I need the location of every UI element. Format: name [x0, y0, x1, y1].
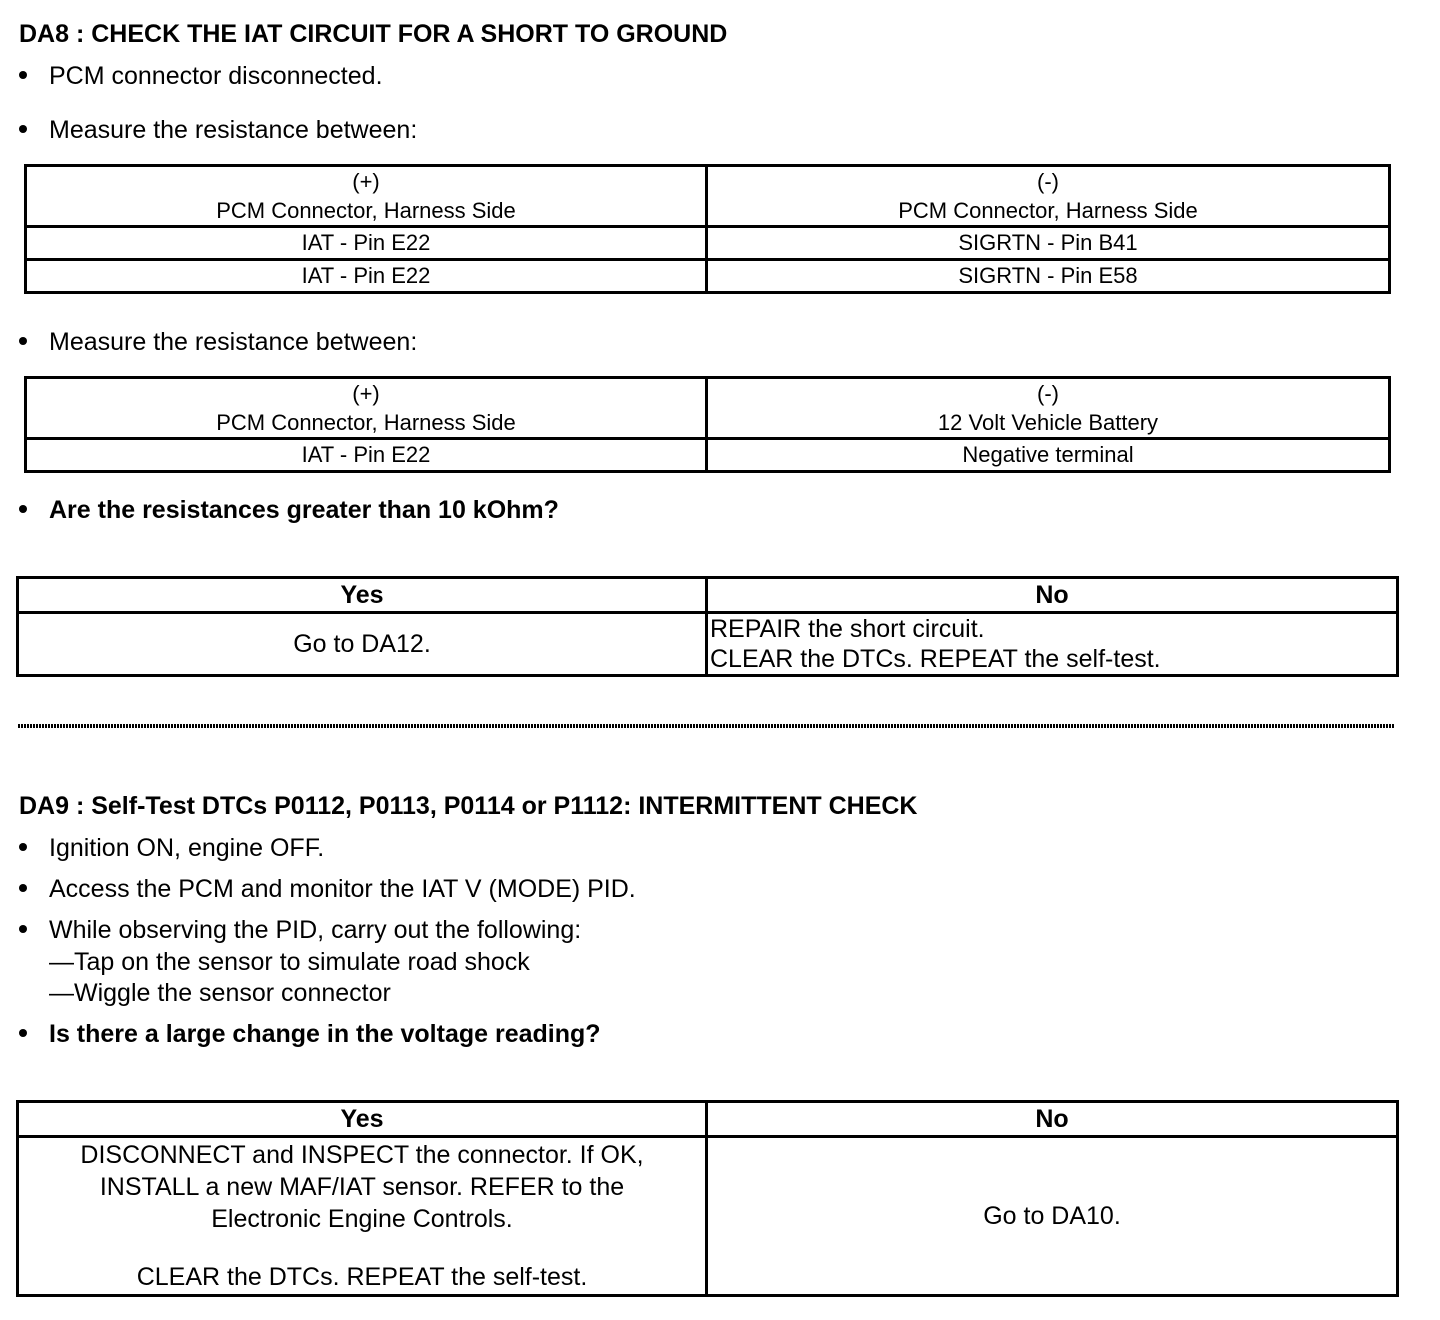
table-header-row	[26, 166, 1390, 227]
no-cell: Go to DA10.	[707, 1137, 1398, 1296]
table-cell: Negative terminal	[707, 439, 1390, 472]
table-header-cell	[707, 166, 1390, 227]
da8-heading: DA8 : CHECK THE IAT CIRCUIT FOR A SHORT TO GROUND	[19, 20, 728, 48]
yes-header: Yes	[18, 578, 707, 613]
da9-result-table	[16, 1100, 1399, 1297]
question-text: Is there a large change in the voltage reading?	[49, 1020, 601, 1048]
bullet-dot	[19, 1029, 27, 1037]
no-cell	[707, 613, 1398, 676]
table-row	[18, 613, 1398, 676]
yes-cell	[18, 1137, 707, 1296]
bullet-dot	[19, 884, 27, 892]
bullet-text: Ignition ON, engine OFF.	[49, 834, 325, 862]
sub-line: —Wiggle the sensor connector	[49, 979, 391, 1007]
no-line: CLEAR the DTCs. REPEAT the self-test.	[710, 645, 1161, 673]
bullet-text: PCM connector disconnected.	[49, 62, 383, 90]
da9-bullet-2	[19, 875, 636, 904]
table-cell: IAT - Pin E22	[26, 227, 707, 260]
yes-line: DISCONNECT and INSPECT the connector. If OK,	[80, 1141, 644, 1169]
da8-measure-table-1	[24, 164, 1391, 294]
da9-heading: DA9 : Self-Test DTCs P0112, P0113, P0114 or P1112: INTERMITTENT CHECK	[19, 792, 918, 820]
da8-measure-table-2	[24, 376, 1391, 473]
yes-line: CLEAR the DTCs. REPEAT the self-test.	[136, 1263, 588, 1291]
da8-result-table	[16, 576, 1399, 677]
table-header-row	[26, 378, 1390, 439]
no-header: No	[707, 1102, 1398, 1137]
table-row	[26, 227, 1390, 260]
da9-sub-lines	[49, 947, 530, 1009]
header-label: PCM Connector, Harness Side	[898, 198, 1198, 223]
yes-line: Electronic Engine Controls.	[211, 1205, 513, 1233]
bullet-text: Access the PCM and monitor the IAT V (MODE) PID.	[49, 875, 636, 903]
section-divider	[18, 724, 1395, 728]
no-header: No	[707, 578, 1398, 613]
table-header-cell	[26, 378, 707, 439]
bullet-dot	[19, 337, 27, 345]
da9-bullet-3	[19, 916, 581, 945]
table-cell: SIGRTN - Pin B41	[707, 227, 1390, 260]
table-row	[26, 260, 1390, 293]
header-label: 12 Volt Vehicle Battery	[937, 410, 1159, 435]
table-row	[26, 439, 1390, 472]
sub-line: —Tap on the sensor to simulate road shock	[49, 948, 530, 976]
table-header-row	[18, 1102, 1398, 1137]
table-header-cell	[26, 166, 707, 227]
da9-bullet-1	[19, 834, 324, 863]
da9-question	[19, 1020, 601, 1049]
bullet-dot	[19, 505, 27, 513]
yes-header: Yes	[18, 1102, 707, 1137]
table-row	[18, 1137, 1398, 1296]
header-label: PCM Connector, Harness Side	[216, 410, 516, 435]
header-sign: (-)	[1037, 381, 1059, 406]
table-cell: IAT - Pin E22	[26, 260, 707, 293]
bullet-text: Measure the resistance between:	[49, 328, 418, 356]
header-sign: (+)	[352, 169, 380, 194]
da8-bullet-1	[19, 62, 383, 91]
da8-question	[19, 496, 559, 525]
table-header-cell	[707, 378, 1390, 439]
da8-bullet-2	[19, 116, 417, 145]
header-sign: (-)	[1037, 169, 1059, 194]
yes-line: INSTALL a new MAF/IAT sensor. REFER to the	[99, 1173, 625, 1201]
bullet-dot	[19, 925, 27, 933]
table-header-row	[18, 578, 1398, 613]
table-cell: IAT - Pin E22	[26, 439, 707, 472]
spacer	[19, 1235, 705, 1261]
bullet-dot	[19, 125, 27, 133]
yes-cell: Go to DA12.	[18, 613, 707, 676]
header-label: PCM Connector, Harness Side	[216, 198, 516, 223]
header-sign: (+)	[352, 381, 380, 406]
table-cell: SIGRTN - Pin E58	[707, 260, 1390, 293]
da8-bullet-3	[19, 328, 417, 357]
bullet-text: While observing the PID, carry out the following:	[49, 916, 582, 944]
bullet-dot	[19, 843, 27, 851]
no-line: REPAIR the short circuit.	[710, 615, 985, 643]
bullet-dot	[19, 71, 27, 79]
question-text: Are the resistances greater than 10 kOhm?	[49, 496, 559, 524]
bullet-text: Measure the resistance between:	[49, 116, 418, 144]
